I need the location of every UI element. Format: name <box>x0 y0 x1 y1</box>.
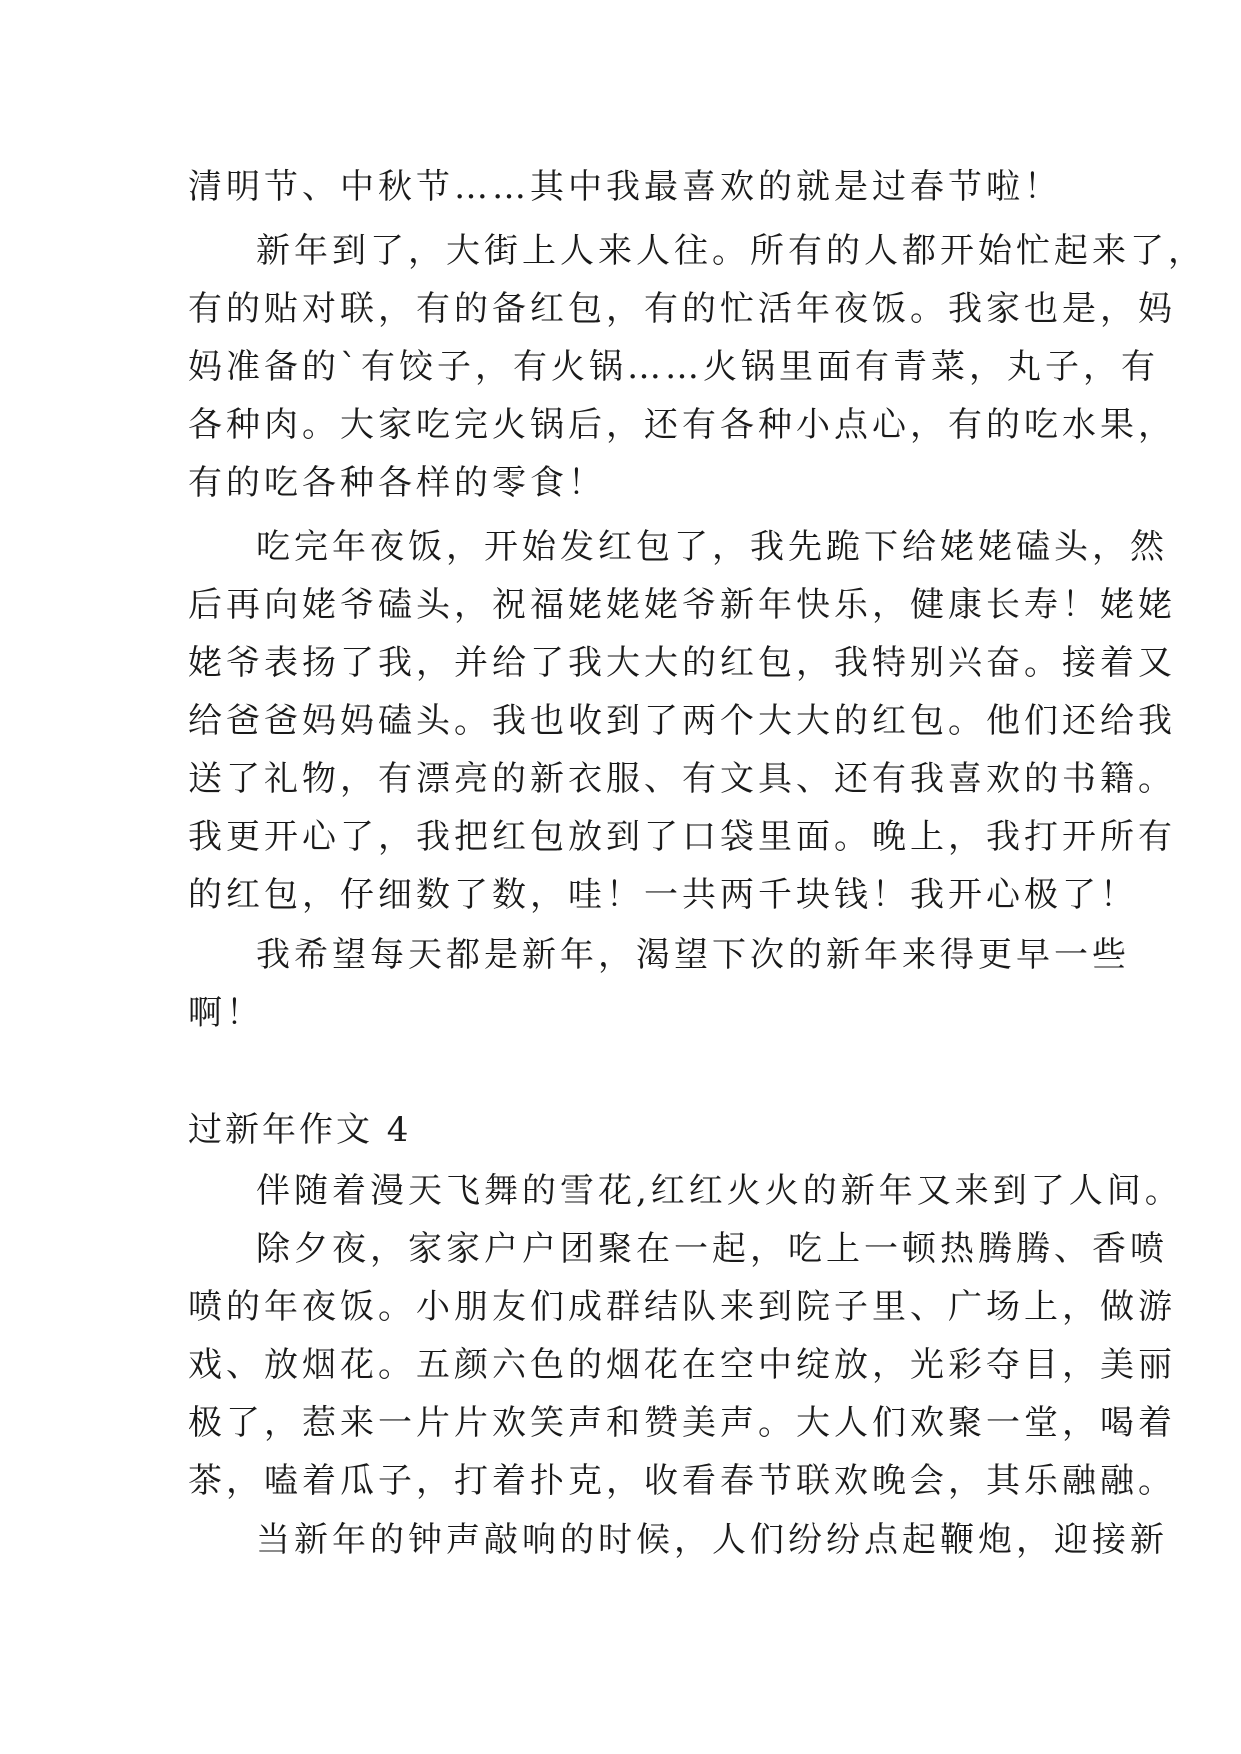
text-line: 妈准备的`有饺子，有火锅……火锅里面有青菜，丸子，有 <box>188 347 1159 387</box>
section-heading: 过新年作文 4 <box>188 1110 412 1150</box>
text-line: 除夕夜，家家户户团聚在一起，吃上一顿热腾腾、香喷 <box>256 1229 1168 1269</box>
text-line: 有的贴对联，有的备红包，有的忙活年夜饭。我家也是，妈 <box>188 289 1176 329</box>
text-line: 的红包，仔细数了数，哇！一共两千块钱！我开心极了！ <box>188 875 1138 915</box>
text-line: 清明节、中秋节……其中我最喜欢的就是过春节啦！ <box>188 167 1062 207</box>
text-line: 我更开心了，我把红包放到了口袋里面。晚上，我打开所有 <box>188 817 1176 857</box>
text-line: 吃完年夜饭，开始发红包了，我先跪下给姥姥磕头，然 <box>256 527 1168 567</box>
text-line: 伴随着漫天飞舞的雪花,红红火火的新年又来到了人间。 <box>256 1171 1183 1211</box>
text-line: 送了礼物，有漂亮的新衣服、有文具、还有我喜欢的书籍。 <box>188 759 1176 799</box>
text-line: 给爸爸妈妈磕头。我也收到了两个大大的红包。他们还给我 <box>188 701 1176 741</box>
text-line: 有的吃各种各样的零食！ <box>188 463 606 503</box>
text-line: 我希望每天都是新年，渴望下次的新年来得更早一些 <box>256 935 1130 975</box>
text-line: 戏、放烟花。五颜六色的烟花在空中绽放，光彩夺目，美丽 <box>188 1345 1176 1385</box>
text-line: 啊！ <box>188 993 264 1033</box>
text-line: 后再向姥爷磕头，祝福姥姥姥爷新年快乐，健康长寿！姥姥 <box>188 585 1176 625</box>
text-line: 姥爷表扬了我，并给了我大大的红包，我特别兴奋。接着又 <box>188 643 1176 683</box>
text-line: 各种肉。大家吃完火锅后，还有各种小点心，有的吃水果， <box>188 405 1176 445</box>
text-line: 当新年的钟声敲响的时候，人们纷纷点起鞭炮，迎接新 <box>256 1520 1168 1560</box>
text-line: 茶，嗑着瓜子，打着扑克，收看春节联欢晚会，其乐融融。 <box>188 1461 1176 1501</box>
text-line: 极了，惹来一片片欢笑声和赞美声。大人们欢聚一堂，喝着 <box>188 1403 1176 1443</box>
text-line: 新年到了，大街上人来人往。所有的人都开始忙起来了， <box>256 231 1206 271</box>
text-line: 喷的年夜饭。小朋友们成群结队来到院子里、广场上，做游 <box>188 1287 1176 1327</box>
